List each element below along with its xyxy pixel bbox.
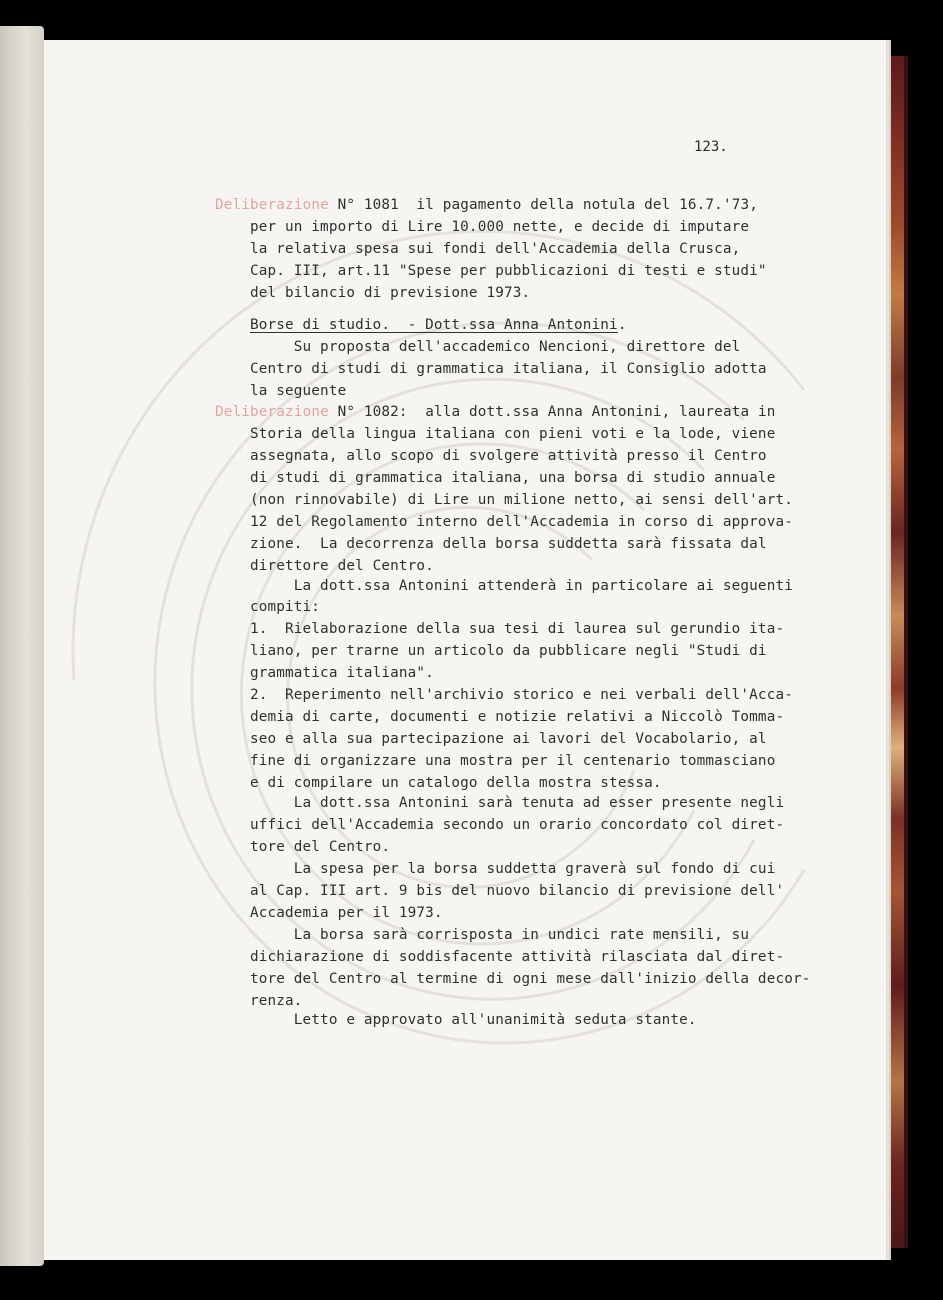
text-line-4: Cap. III, art.11 "Spese per pubblicazioni di testi e studi": [250, 263, 767, 279]
text-line-26: fine di organizzare una mostra per il centenario tommasciano: [250, 753, 776, 769]
text-line-2: per un importo di Lire 10.000 nette, e decide di imputare: [250, 219, 750, 235]
text-line-32: al Cap. III art. 9 bis del nuovo bilancio di previsione dell': [250, 883, 785, 899]
text-line-17: direttore del Centro.: [250, 558, 434, 574]
text-line-18: La dott.ssa Antonini attenderà in particolare ai seguenti: [250, 578, 793, 594]
section-heading: [250, 315, 627, 335]
line-text: N° 1082: alla dott.ssa Anna Antonini, laureata in: [328, 404, 776, 420]
heading-period: .: [617, 317, 627, 333]
text-line-38: Letto e approvato all'unanimità seduta stante.: [250, 1012, 697, 1028]
page-number: 123.: [694, 139, 728, 155]
text-line-19: compiti:: [250, 599, 321, 615]
text-line-10: [215, 402, 776, 422]
text-line-23: 2. Reperimento nell'archivio storico e nei verbali dell'Acca-: [250, 687, 793, 703]
text-line-24: demia di carte, documenti e notizie relativi a Niccolò Tomma-: [250, 709, 785, 725]
text-line-20: 1. Rielaborazione della sua tesi di laurea sul gerundio ita-: [250, 621, 785, 637]
text-line-12: assegnata, allo scopo di svolgere attività presso il Centro: [250, 448, 767, 464]
text-line-1: [215, 195, 758, 215]
text-line-9: la seguente: [250, 383, 347, 399]
text-line-14: (non rinnovabile) di Lire un milione netto, ai sensi dell'art.: [250, 492, 793, 508]
text-line-34: La borsa sarà corrisposta in undici rate mensili, su: [250, 927, 750, 943]
text-line-11: Storia della lingua italiana con pieni voti e la lode, viene: [250, 426, 776, 442]
deliberazione-stamp: Deliberazione: [215, 197, 329, 213]
deliberazione-stamp: Deliberazione: [215, 404, 329, 420]
text-line-35: dichiarazione di soddisfacente attività rilasciata dal diret-: [250, 949, 785, 965]
line-text: N° 1081 il pagamento della notula del 16.7.'73,: [328, 197, 758, 213]
text-line-28: La dott.ssa Antonini sarà tenuta ad esser presente negli: [250, 795, 785, 811]
text-line-30: tore del Centro.: [250, 839, 391, 855]
text-line-16: zione. La decorrenza della borsa suddetta sarà fissata dal: [250, 536, 767, 552]
text-line-36: tore del Centro al termine di ogni mese dall'inizio della decor-: [250, 971, 811, 987]
text-line-8: Centro di studi di grammatica italiana, il Consiglio adotta: [250, 361, 767, 377]
text-line-22: grammatica italiana".: [250, 665, 434, 681]
text-line-25: seo e alla sua partecipazione ai lavori del Vocabolario, al: [250, 731, 767, 747]
text-line-31: La spesa per la borsa suddetta graverà sul fondo di cui: [250, 861, 776, 877]
section-heading-text: Borse di studio. - Dott.ssa Anna Antonini: [250, 317, 618, 333]
document-page: [44, 40, 886, 1260]
marbled-binding-edge: [884, 56, 906, 1248]
text-line-33: Accademia per il 1973.: [250, 905, 443, 921]
text-line-27: e di compilare un catalogo della mostra stessa.: [250, 775, 662, 791]
text-line-29: uffici dell'Accademia secondo un orario concordato col diret-: [250, 817, 785, 833]
text-line-21: liano, per trarne un articolo da pubblicare negli "Studi di: [250, 643, 767, 659]
text-line-15: 12 del Regolamento interno dell'Accademia in corso di approva-: [250, 514, 793, 530]
text-line-37: renza.: [250, 993, 303, 1009]
text-line-3: la relativa spesa sui fondi dell'Accademia della Crusca,: [250, 241, 741, 257]
text-line-13: di studi di grammatica italiana, una borsa di studio annuale: [250, 470, 776, 486]
text-line-5: del bilancio di previsione 1973.: [250, 285, 531, 301]
facing-page-edge: [0, 26, 44, 1266]
text-line-7: Su proposta dell'accademico Nencioni, direttore del: [250, 339, 741, 355]
